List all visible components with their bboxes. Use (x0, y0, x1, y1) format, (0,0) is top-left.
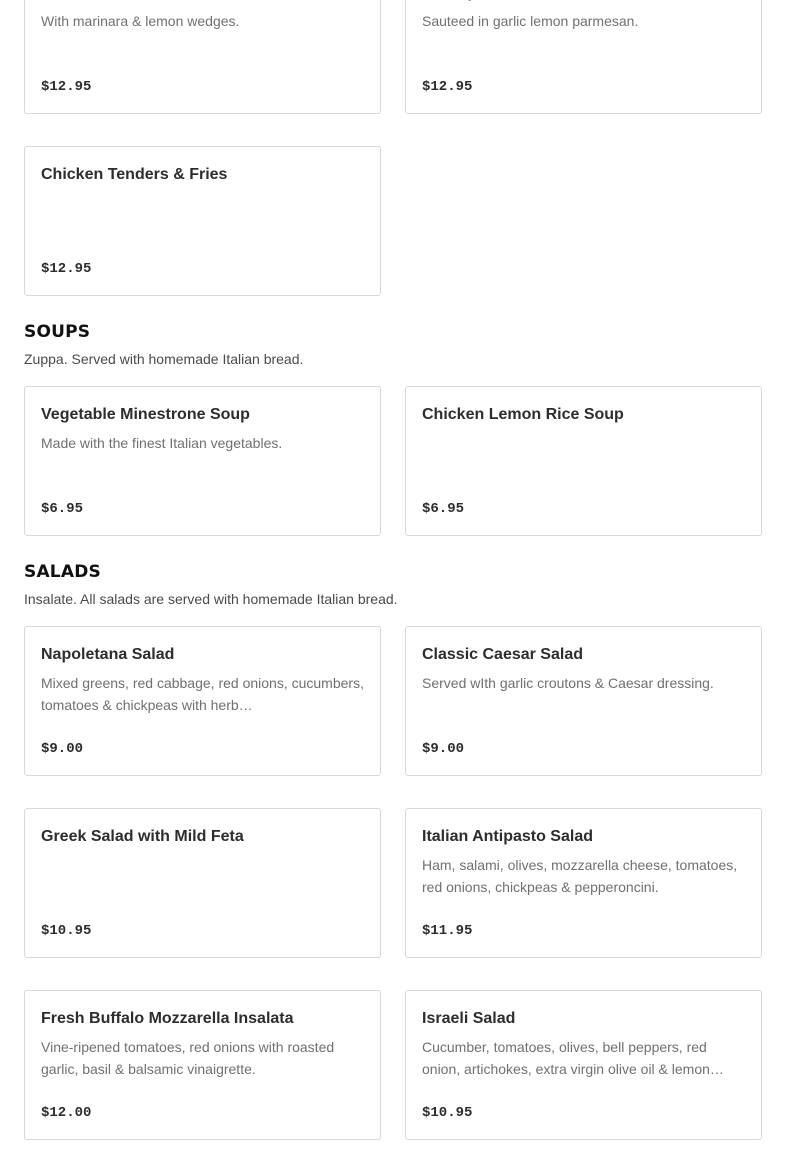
menu-item-price: $10.95 (41, 923, 92, 939)
menu-item-description: Served wIth garlic croutons & Caesar dressing. (422, 675, 714, 691)
menu-item-price: $6.95 (422, 501, 465, 517)
menu-item-price: $9.00 (422, 741, 465, 757)
menu-item-card[interactable] (24, 626, 381, 776)
menu-item-description: Cucumber, tomatoes, olives, bell peppers, red onion, artichokes, extra virgin olive oil & lemon… (422, 1039, 724, 1077)
menu-item-price: $11.95 (422, 923, 473, 939)
menu-item-card[interactable] (24, 990, 381, 1140)
menu-item-card[interactable] (24, 808, 381, 958)
menu-item-price: $10.95 (422, 1105, 473, 1121)
menu-item-name (41, 0, 366, 3)
menu-item-name: Greek Salad with Mild Feta (41, 828, 244, 845)
menu-item-name (422, 0, 747, 3)
menu-item-card[interactable] (405, 808, 762, 958)
section-description-salads: Insalate. All salads are served with homemade Italian bread. (24, 591, 398, 607)
menu-item-price: $12.95 (41, 79, 92, 95)
section-description-soups: Zuppa. Served with homemade Italian bread. (24, 351, 304, 367)
menu-item-card[interactable] (405, 0, 762, 114)
menu-item-price: $12.95 (422, 79, 473, 95)
menu-item-name: Napoletana Salad (41, 646, 175, 663)
menu-item-price: $9.00 (41, 741, 84, 757)
menu-item-card[interactable] (24, 386, 381, 536)
menu-item-price: $12.00 (41, 1105, 92, 1121)
menu-item-description: Mixed greens, red cabbage, red onions, cucumbers, tomatoes & chickpeas with herb… (41, 675, 364, 713)
menu-item-price: $12.95 (41, 261, 92, 277)
menu-item-card[interactable] (405, 386, 762, 536)
section-title-soups: SOUPS (24, 322, 91, 342)
menu-item-description: Vine-ripened tomatoes, red onions with roasted garlic, basil & balsamic vinaigrette. (41, 1039, 335, 1077)
menu-item-name: Chicken Tenders & Fries (41, 166, 228, 183)
section-title-salads: SALADS (24, 562, 101, 582)
menu-item-card[interactable] (24, 0, 381, 114)
menu-item-name: Classic Caesar Salad (422, 646, 583, 663)
menu-item-description: With marinara & lemon wedges. (41, 13, 240, 29)
menu-item-card[interactable] (405, 990, 762, 1140)
menu-item-description: Made with the finest Italian vegetables. (41, 435, 283, 451)
menu-item-name: Chicken Lemon Rice Soup (422, 406, 624, 423)
menu-item-name: Fresh Buffalo Mozzarella Insalata (41, 1010, 294, 1027)
menu-item-name: Italian Antipasto Salad (422, 828, 593, 845)
menu-item-name: Vegetable Minestrone Soup (41, 406, 250, 423)
menu-item-card[interactable] (24, 146, 381, 296)
menu-item-price: $6.95 (41, 501, 84, 517)
menu-item-description: Sauteed in garlic lemon parmesan. (422, 13, 639, 29)
menu-item-name: Israeli Salad (422, 1010, 516, 1027)
menu-item-card[interactable] (405, 626, 762, 776)
menu-item-description: Ham, salami, olives, mozzarella cheese, tomatoes, red onions, chickpeas & pepperoncini. (422, 857, 738, 895)
